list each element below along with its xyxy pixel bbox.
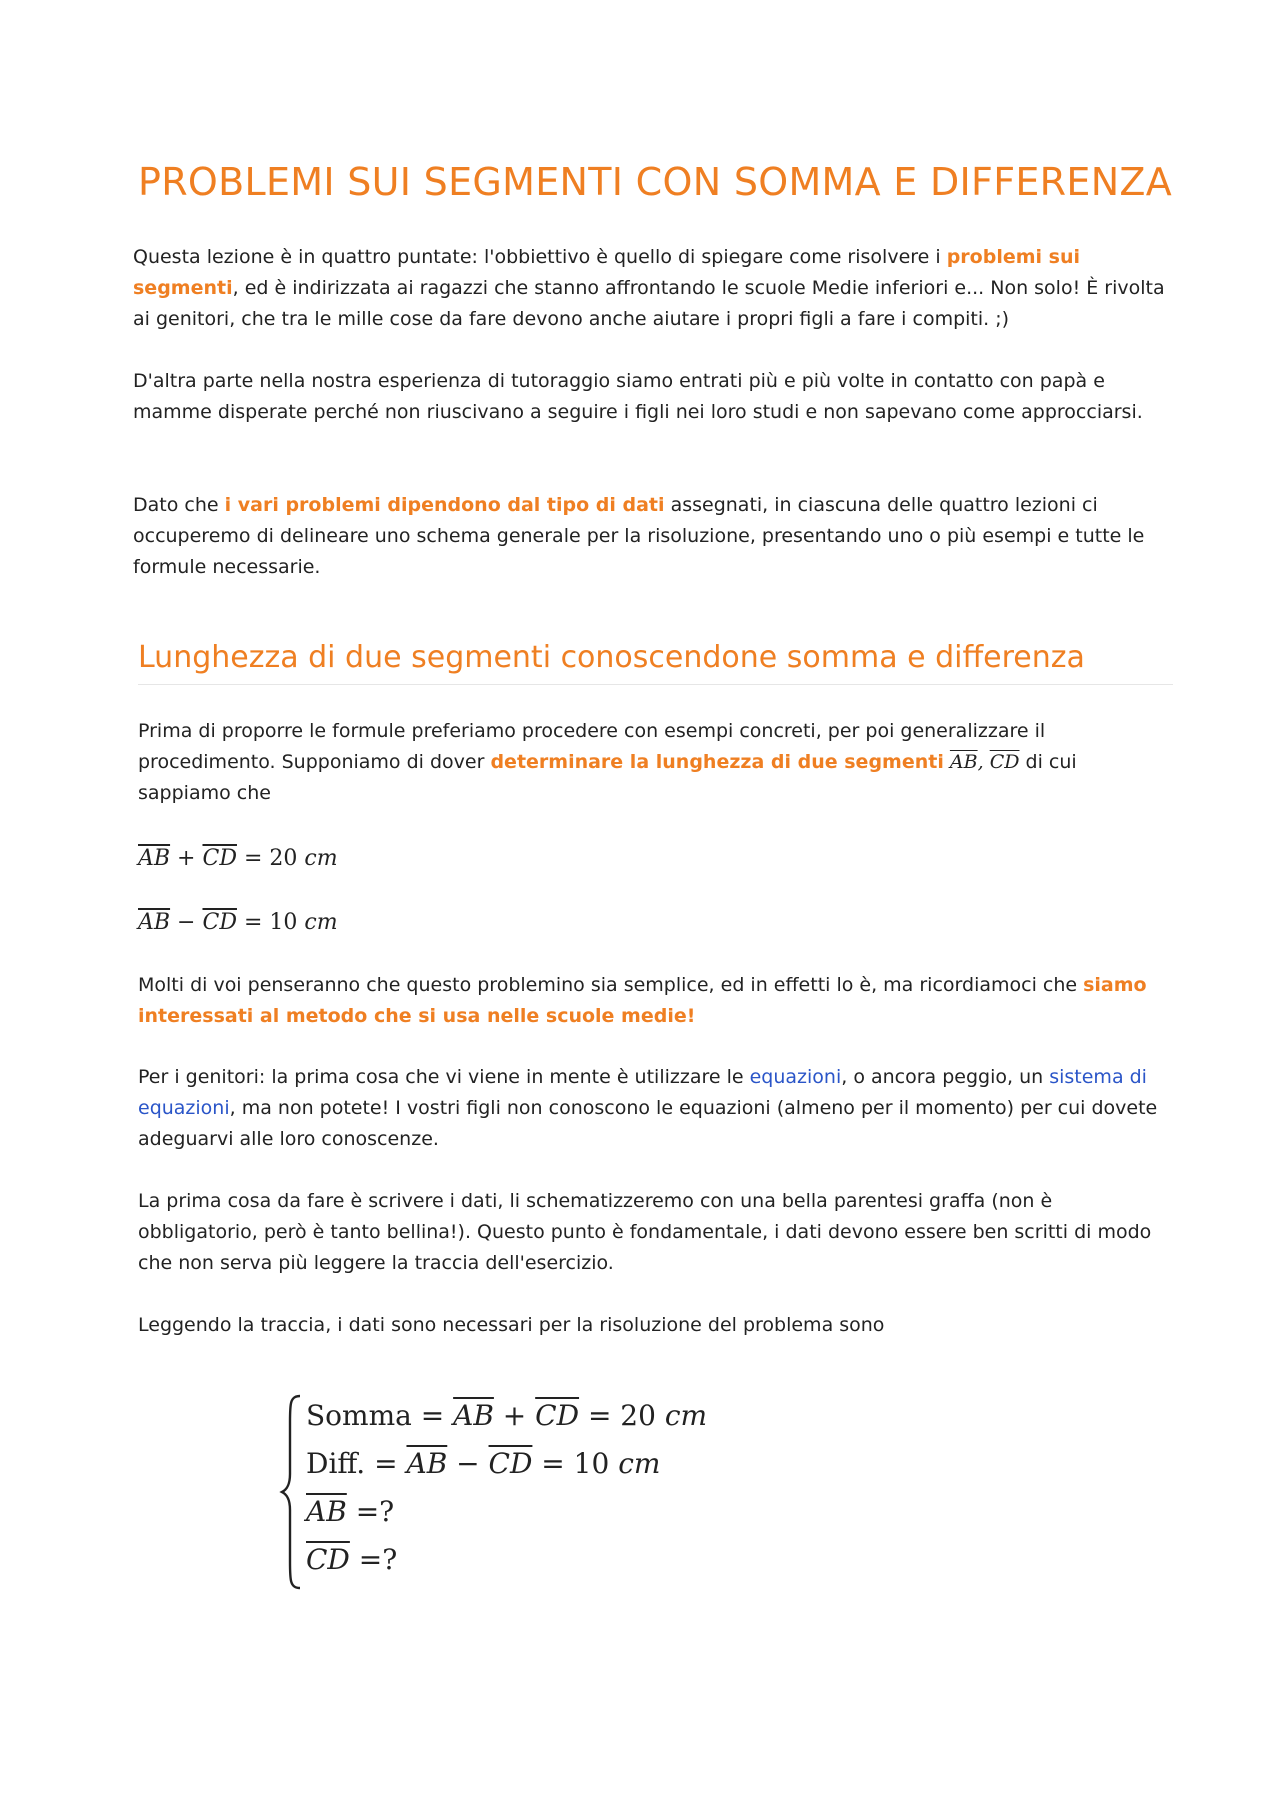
section-p6-text-b: , o ancora peggio, un: [841, 1066, 1050, 1088]
system-lines: [306, 1392, 707, 1584]
system-line-ab: [306, 1488, 707, 1536]
section-paragraph-5: Leggendo la traccia, i dati sono necessari per la risoluzione del problema sono: [138, 1314, 885, 1336]
sistema-di-equazioni-link[interactable]: sistema di equazioni: [138, 1066, 1147, 1119]
sys-sum-op: +: [493, 1399, 536, 1432]
intro-p3-text-b: assegnati, in ciascuna delle quattro lezioni ci occuperemo di delineare uno schema generale per la risoluzione, presentando uno o più esempi e tutte le formule necessarie.: [133, 494, 1145, 578]
eq-sum-rel: = 20: [236, 846, 305, 871]
segment-cd-label: $\overline{CD}$: [989, 751, 1020, 773]
eq-diff-op: −: [170, 910, 203, 935]
sys-sum-unit: cm: [664, 1399, 708, 1432]
sys-ab-label: $\overline{AB}$: [306, 1495, 347, 1528]
sys-diff-unit: cm: [618, 1447, 661, 1480]
section-divider: [138, 684, 1173, 685]
equazioni-link[interactable]: equazioni: [749, 1066, 842, 1088]
intro-paragraph-2: D'altra parte nella nostra esperienza di tutoraggio siamo entrati più e più volte in contatto con papà e mamme disperate perché non riuscivano a seguire i figli nei loro studi e non sapevano come approcciarsi.: [133, 370, 1143, 423]
section-p6-text-c: , ma non potete! I vostri figli non conoscono le equazioni (almeno per il momento) per cui dovete adeguarvi alle loro conoscenze.: [138, 1097, 1158, 1150]
eq-sum-op: +: [170, 846, 203, 871]
intro-p1-highlight: problemi sui segmenti: [133, 246, 1080, 299]
segment-ab-inline: [950, 751, 1020, 773]
eq-diff-cd: $\overline{CD}$: [202, 910, 237, 935]
eq-sum-cd: $\overline{CD}$: [202, 846, 237, 871]
section-p4-text-a: Prima di proporre le formule preferiamo procedere con esempi concreti, per poi generalizzare il procedimento. Supponiamo di dover: [138, 720, 1046, 773]
intro-p1-text-a: Questa lezione è in quattro puntate: l'obbiettivo è quello di spiegare come risolvere i: [133, 246, 947, 268]
equation-difference: [138, 910, 338, 935]
sys-diff-label: Diff. =: [306, 1447, 407, 1480]
sys-sum-ab: $\overline{AB}$: [453, 1399, 494, 1432]
sys-sum-label: Somma =: [306, 1399, 454, 1432]
eq-diff-ab: $\overline{AB}$: [138, 910, 171, 935]
section-paragraph-1: [138, 716, 1173, 809]
intro-p3-text-a: Dato che: [133, 494, 225, 516]
curly-brace: [278, 1392, 306, 1592]
data-system: [278, 1392, 798, 1592]
section-p5-text-a: Molti di voi penseranno che questo problemino sia semplice, ed in effetti lo è, ma ricordiamoci che: [138, 974, 1084, 996]
eq-sum-ab: $\overline{AB}$: [138, 846, 171, 871]
intro-p1-text-b: , ed è indirizzata ai ragazzi che stanno affrontando le scuole Medie inferiori e... Non solo! È rivolta ai genitori, che tra le mille cose da fare devono anche aiutare i propri figli a fare i compiti. ;): [133, 277, 1165, 330]
intro-paragraph-1: [133, 242, 1178, 335]
sys-diff-cd: $\overline{CD}$: [488, 1447, 533, 1480]
eq-sum-unit: cm: [304, 846, 338, 871]
page-title: PROBLEMI SUI SEGMENTI CON SOMMA E DIFFERENZA: [138, 160, 1173, 204]
eq-diff-rel: = 10: [236, 910, 305, 935]
section-paragraph-2: [138, 970, 1173, 1032]
section-heading: Lunghezza di due segmenti conoscendone somma e differenza: [138, 640, 1085, 675]
system-line-sum: [306, 1392, 707, 1440]
sys-ab-rel: =?: [346, 1495, 395, 1528]
eq-diff-unit: cm: [304, 910, 338, 935]
section-p4-highlight: determinare la lunghezza di due segmenti: [490, 751, 944, 773]
section-paragraph-4: La prima cosa da fare è scrivere i dati, li schematizzeremo con una bella parentesi graffa (non è obbligatorio, però è tanto bellina!). Questo punto è fondamentale, i dati devono essere ben scritti di modo che non serva più leggere la traccia dell'esercizio.: [138, 1190, 1152, 1274]
sys-sum-rel: = 20: [579, 1399, 665, 1432]
system-line-diff: [306, 1440, 707, 1488]
sys-cd-rel: =?: [349, 1543, 398, 1576]
segment-separator: ,: [977, 751, 990, 773]
section-paragraph-3: [138, 1062, 1178, 1155]
sys-diff-rel: = 10: [532, 1447, 619, 1480]
sys-diff-op: −: [447, 1447, 489, 1480]
intro-p3-highlight: i vari problemi dipendono dal tipo di dati: [224, 494, 665, 516]
section-p4-text-b: di cui sappiamo che: [138, 751, 1077, 804]
system-line-cd: [306, 1536, 707, 1584]
segment-ab-label: $\overline{AB}$: [949, 751, 978, 773]
section-p6-text-a: Per i genitori: la prima cosa che vi viene in mente è utilizzare le: [138, 1066, 750, 1088]
equation-sum: [138, 846, 338, 871]
sys-diff-ab: $\overline{AB}$: [406, 1447, 448, 1480]
intro-paragraph-3: [133, 490, 1178, 583]
section-p5-highlight: siamo interessati al metodo che si usa nelle scuole medie!: [138, 974, 1147, 1027]
sys-sum-cd: $\overline{CD}$: [535, 1399, 580, 1432]
sys-cd-label: $\overline{CD}$: [306, 1543, 350, 1576]
